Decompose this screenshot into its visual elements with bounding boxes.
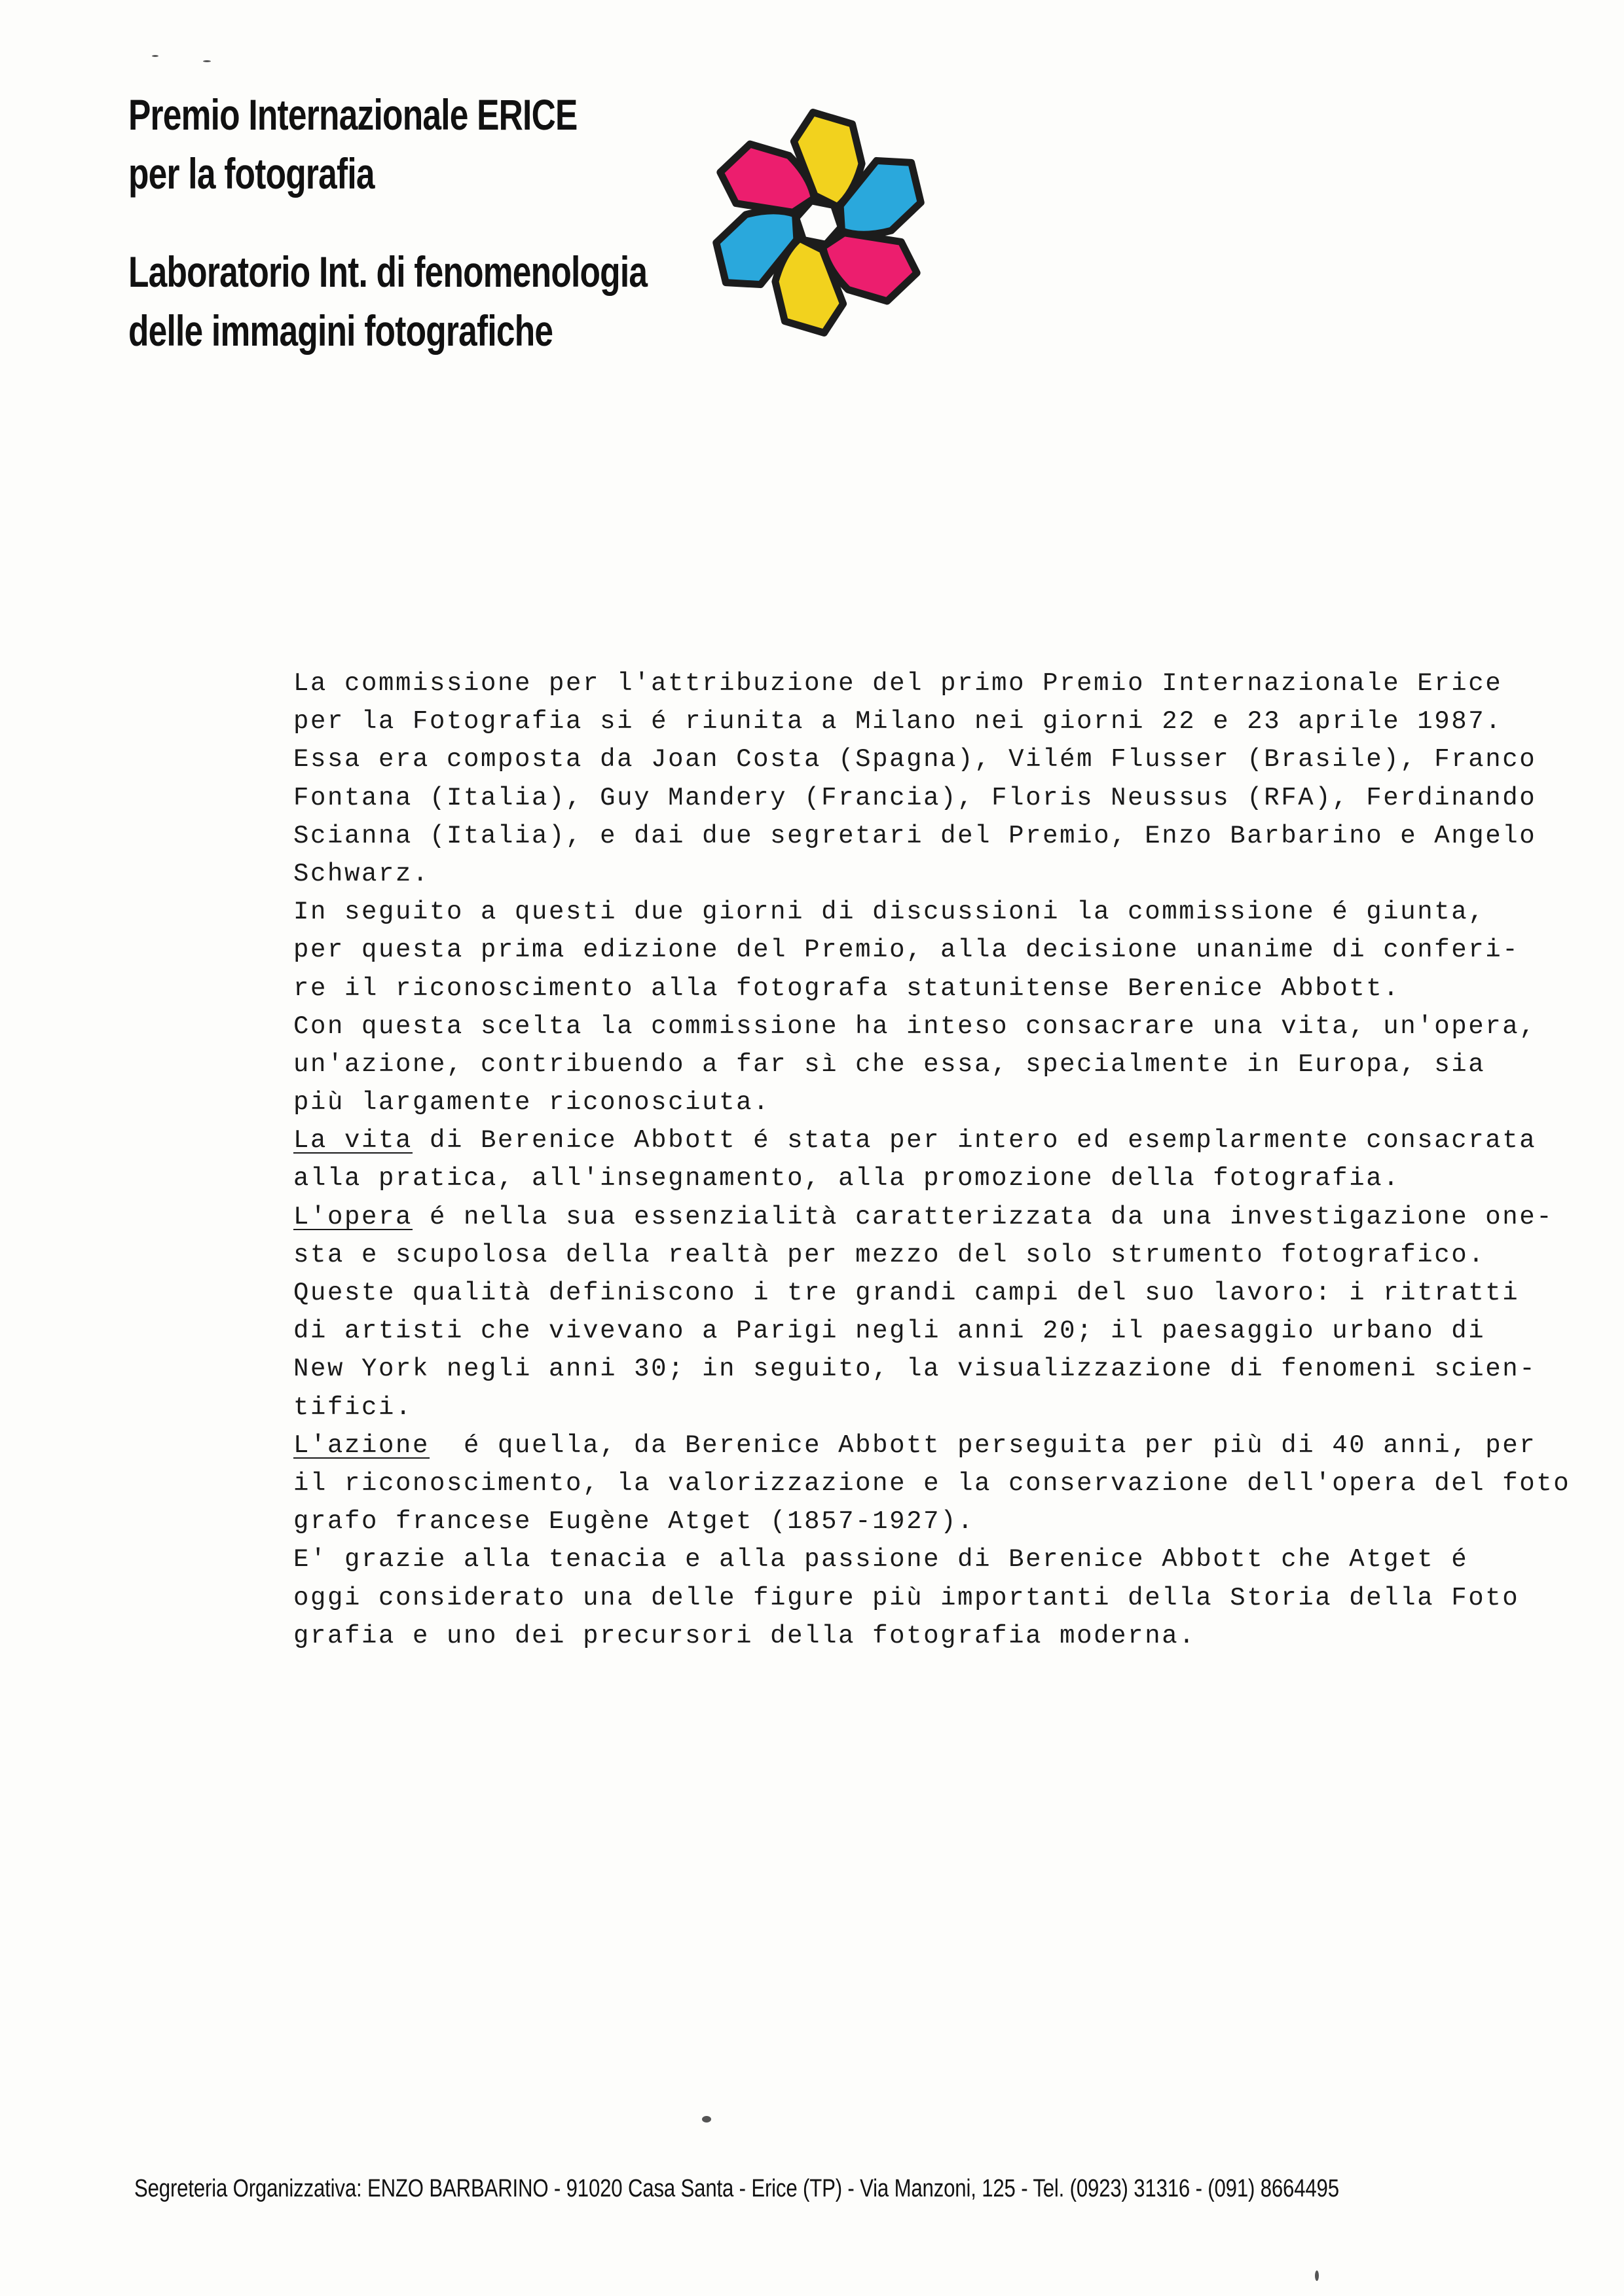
body-line: Queste qualità definiscono i tre grandi campi del suo lavoro: i ritratti — [293, 1279, 1520, 1307]
letterhead-subtitle: per la fotografia — [128, 149, 375, 198]
body-line: sta e scupolosa della realtà per mezzo del solo strumento fotografico. — [293, 1240, 1486, 1269]
body-line: il riconoscimento, la valorizzazione e la conservazione dell'opera del foto — [293, 1468, 1571, 1498]
body-line: più largamente riconosciuta. — [293, 1088, 771, 1118]
body-line: grafo francese Eugène Atget (1857-1927). — [293, 1507, 975, 1537]
body-line: alla pratica, all'insegnamento, alla promozione della fotografia. — [293, 1164, 1401, 1194]
letterhead — [128, 85, 648, 360]
body-line: Schwarz. — [293, 859, 430, 888]
body-line: Scianna (Italia), e dai due segretari del Premio, Enzo Barbarino e Angelo — [293, 821, 1537, 850]
vita-term: La vita — [293, 1126, 413, 1156]
vita-text: di Berenice Abbott é stata per intero ed esemplarmente consacrata — [413, 1126, 1537, 1156]
body-line: Essa era composta da Joan Costa (Spagna), Vilém Flusser (Brasile), Franco — [293, 745, 1537, 774]
paper-speck — [152, 55, 158, 57]
body-line: tifici. — [293, 1393, 413, 1422]
pinwheel-logo — [694, 98, 943, 347]
letter-body — [293, 665, 1571, 1655]
body-line-opera — [293, 1198, 1554, 1236]
letterhead-lab-subtitle: delle immagini fotografiche — [128, 306, 553, 355]
body-line: E' grazie alla tenacia e alla passione di Berenice Abbott che Atget é — [293, 1545, 1469, 1575]
azione-term: L'azione — [293, 1430, 430, 1460]
body-line: un'azione, contribuendo a far sì che essa, specialmente in Europa, sia — [293, 1049, 1486, 1079]
logo-center-hole — [797, 202, 841, 244]
opera-term: L'opera — [293, 1202, 413, 1231]
letterhead-title: Premio Internazionale ERICE — [128, 90, 578, 139]
body-line: La commissione per l'attribuzione del primo Premio Internazionale Erice — [293, 669, 1503, 698]
letterhead-lab-title: Laboratorio Int. di fenomenologia — [128, 247, 648, 296]
body-line: Con questa scelta la commissione ha inteso consacrare una vita, un'opera, — [293, 1011, 1537, 1041]
azione-text: é quella, da Berenice Abbott perseguita per più di 40 anni, per — [430, 1430, 1537, 1460]
body-line: grafia e uno dei precursori della fotografia moderna. — [293, 1621, 1196, 1650]
body-line: di artisti che vivevano a Parigi negli anni 20; il paesaggio urbano di — [293, 1317, 1486, 1346]
body-line: per questa prima edizione del Premio, alla decisione unanime di conferi- — [293, 936, 1520, 965]
paper-speck — [203, 60, 211, 62]
opera-text: é nella sua essenzialità caratterizzata da una investigazione one- — [413, 1202, 1554, 1231]
paper-speck — [1315, 2270, 1319, 2281]
body-line: Fontana (Italia), Guy Mandery (Francia), Floris Neussus (RFA), Ferdinando — [293, 783, 1537, 812]
body-line-azione — [293, 1427, 1537, 1465]
body-line: re il riconoscimento alla fotografa statunitense Berenice Abbott. — [293, 974, 1401, 1003]
body-line: per la Fotografia si é riunita a Milano nei giorni 22 e 23 aprile 1987. — [293, 707, 1503, 737]
body-line-vita — [293, 1121, 1537, 1159]
paper-speck — [702, 2116, 711, 2123]
body-line: In seguito a questi due giorni di discussioni la commissione é giunta, — [293, 898, 1486, 927]
footer-address: Segreteria Organizzativa: ENZO BARBARINO - 91020 Casa Santa - Erice (TP) - Via Manzoni, 125 - Tel. (0923) 31316 - (091) 8664495 — [134, 2175, 1339, 2202]
body-line: New York negli anni 30; in seguito, la visualizzazione di fenomeni scien- — [293, 1355, 1537, 1384]
body-line: oggi considerato una delle figure più importanti della Storia della Foto — [293, 1583, 1520, 1613]
